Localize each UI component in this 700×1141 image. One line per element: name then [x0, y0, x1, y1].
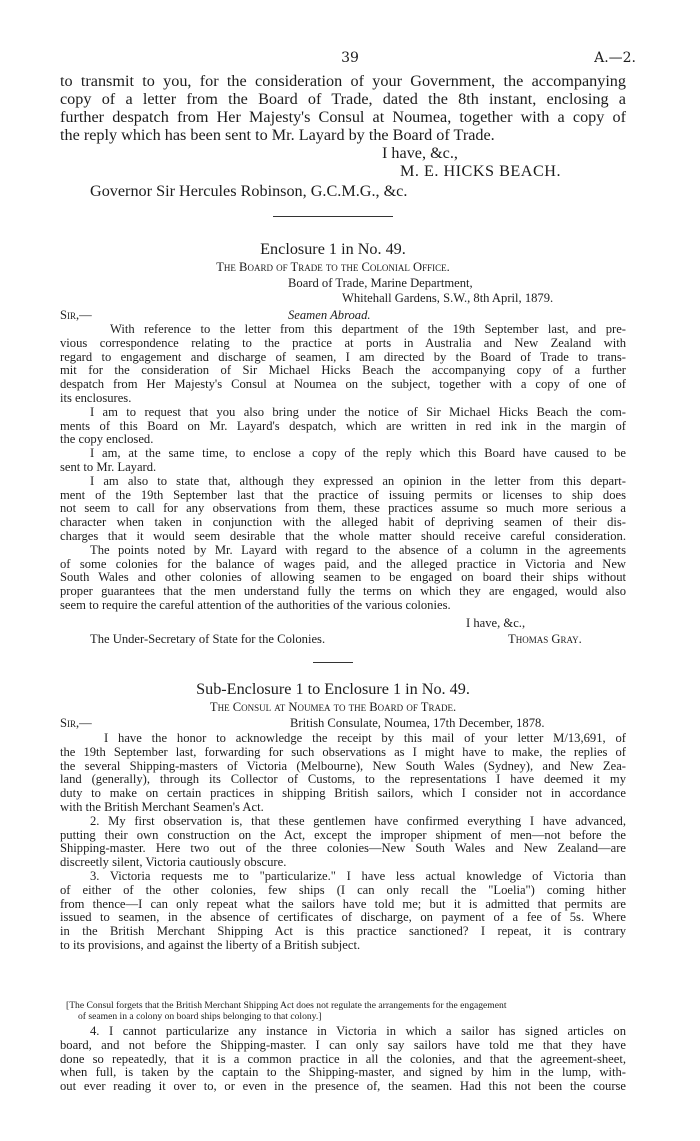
editorial-note	[66, 1000, 626, 1022]
enclosure-body	[60, 323, 626, 613]
closing: I have, &c.,	[382, 144, 458, 162]
text-line: charges that it would seem desirable that the whole matter should receive careful consideration.	[60, 528, 626, 543]
text-line: 3. Victoria requests me to "particularize." I have less actual knowledge of Victoria than	[90, 868, 626, 883]
text-line: its enclosures.	[60, 390, 132, 405]
text-line: duty to make on certain practices in shipping British sailors, which I consider not in accordance	[60, 786, 626, 801]
letter-intro-body	[60, 72, 626, 144]
signature: Thomas Gray.	[508, 632, 582, 646]
text-line: the 19th September last, forwarding for such observations as I might have to make, the replies of	[60, 744, 626, 759]
text-line: the several Shipping-masters of Victoria (Melbourne), New South Wales (Sydney), and New Zea-	[60, 758, 626, 773]
subenclosure-body-continued	[60, 1025, 626, 1094]
text-line: the copy enclosed.	[60, 432, 154, 447]
text-line: of either of the other colonies, few ships (I can only recall the "Loelia") coming hither	[60, 882, 626, 897]
subenclosure-title: Sub-Enclosure 1 to Enclosure 1 in No. 49.	[196, 680, 470, 698]
text-line: 4. I cannot particularize any instance in Victoria in which a sailor has signed articles on	[90, 1024, 626, 1038]
text-line: of some colonies for the balance of wages paid, and the alleged practice in Victoria and New	[60, 556, 626, 571]
text-line: not seem to call for any observations from them, these practices assume so much more serious a	[60, 501, 626, 516]
subject-line: Seamen Abroad.	[288, 308, 371, 322]
text-line: ment of the 19th September last that the practice of issuing permits or licenses to ship does	[60, 487, 626, 502]
text-line: I am, at the same time, to enclose a copy of the reply which this Board have caused to be	[90, 446, 626, 461]
text-line: regard to engagement and discharge of seamen, I am directed by the Board of Trade to trans-	[60, 349, 626, 364]
text-line: South Wales and other colonies of allowing seamen to be engaged on board their ships without	[60, 570, 626, 585]
text-line: 2. My first observation is, that these gentlemen have confirmed everything I have advanced,	[90, 813, 626, 828]
text-line: when full, is taken by the captain to the Shipping-master, and signed by him in the lump, with-	[60, 1065, 626, 1080]
text-line: board, and not before the Shipping-master. I can only say sailors have told me that they have	[60, 1037, 626, 1052]
text-line: With reference to the letter from this department of the 19th September last, and pre-	[110, 322, 626, 336]
text-line: Shipping-master. Here two out of the three colonies—New South Wales and New Zealand—are	[60, 841, 626, 856]
text-line: despatch from Her Majesty's Consul at Noumea on the subject, together with a copy of one of	[60, 377, 626, 392]
text-line: mit for the consideration of Sir Michael Hicks Beach the accompanying copy of a further	[60, 363, 626, 378]
enclosure-subtitle: The Board of Trade to the Colonial Office.	[216, 260, 450, 274]
address-line: Board of Trade, Marine Department,	[288, 276, 473, 290]
text-line: The points noted by Mr. Layard with regard to the absence of a column in the agreements	[90, 542, 626, 557]
address-date-line: Whitehall Gardens, S.W., 8th April, 1879.	[342, 291, 554, 305]
text-line: copy of a letter from the Board of Trade, dated the 8th instant, enclosing a	[60, 90, 626, 108]
text-line: sent to Mr. Layard.	[60, 459, 157, 474]
page-number: 39	[341, 50, 359, 66]
addressee: The Under-Secretary of State for the Colonies.	[90, 632, 326, 646]
text-line: from thence—I can only repeat what the sailors have told me; but it is admitted that permits are	[60, 896, 626, 911]
text-line: land (generally), through its Collector of Customs, to the representations I have deemed it my	[60, 772, 626, 787]
text-line: I am to request that you also bring under the notice of Sir Michael Hicks Beach the com-	[90, 404, 626, 419]
text-line: to its provisions, and against the liberty of a British subject.	[60, 937, 361, 952]
text-line: done so repeatedly, that it is a common practice in all the colonies, and that the agreement-sheet,	[60, 1051, 626, 1066]
address-date-line: British Consulate, Noumea, 17th December, 1878.	[290, 716, 545, 730]
text-line: the reply which has been sent to Mr. Layard by the Board of Trade.	[60, 126, 495, 144]
section-divider	[273, 216, 393, 217]
text-line: proper guarantees that the men understand fully the terms on which they are engaged, would also	[60, 584, 626, 599]
signature: M. E. HICKS BEACH.	[400, 162, 561, 180]
text-line: further despatch from Her Majesty's Consul at Noumea, together with a copy of	[60, 108, 626, 126]
subenclosure-body	[60, 732, 626, 953]
salutation: Sir,—	[60, 308, 92, 322]
enclosure-title: Enclosure 1 in No. 49.	[260, 240, 406, 258]
text-line: putting their own construction on the Act, except the improper shipment of men—not before the	[60, 827, 626, 842]
text-line: discreetly silent, Victoria cautiously obscure.	[60, 855, 287, 870]
text-line: I have the honor to acknowledge the receipt by this mail of your letter M/13,691, of	[104, 731, 626, 745]
text-line: to transmit to you, for the consideration of your Government, the accompanying	[60, 72, 626, 90]
closing: I have, &c.,	[466, 616, 526, 630]
text-line: issued to seamen, in the absence of certificates of discharge, on payment of a fee of 5s. Where	[60, 910, 626, 925]
salutation: Sir,—	[60, 716, 92, 730]
document-reference: A.—2.	[594, 50, 636, 66]
note-line: [The Consul forgets that the British Merchant Shipping Act does not regulate the arrangements for the engagement	[66, 1000, 507, 1011]
text-line: in the British Merchant Shipping Act is this practice sanctioned? I repeat, it is contrary	[60, 924, 626, 939]
addressee: Governor Sir Hercules Robinson, G.C.M.G., &c.	[90, 182, 408, 200]
text-line: I am also to state that, although they expressed an opinion in the letter from this depart-	[90, 473, 626, 488]
section-divider	[313, 662, 353, 663]
note-line: of seamen in a colony on board ships belonging to that colony.]	[78, 1011, 322, 1023]
text-line: character when taken in conjunction with the alleged habit of depriving seamen of their dis-	[60, 515, 626, 530]
text-line: out ever reading it over to, or even in the presence of, the seamen. Had this not been the course	[60, 1079, 626, 1094]
text-line: ments of this Board on Mr. Layard's despatch, which are written in red ink in the margin of	[60, 418, 626, 433]
subenclosure-subtitle: The Consul at Noumea to the Board of Trade.	[209, 700, 457, 714]
text-line: with the British Merchant Seamen's Act.	[60, 799, 264, 814]
text-line: seem to require the careful attention of the authorities of the various colonies.	[60, 597, 451, 612]
text-line: vious correspondence relating to the practice at ports in Australia and New Zealand with	[60, 335, 626, 350]
